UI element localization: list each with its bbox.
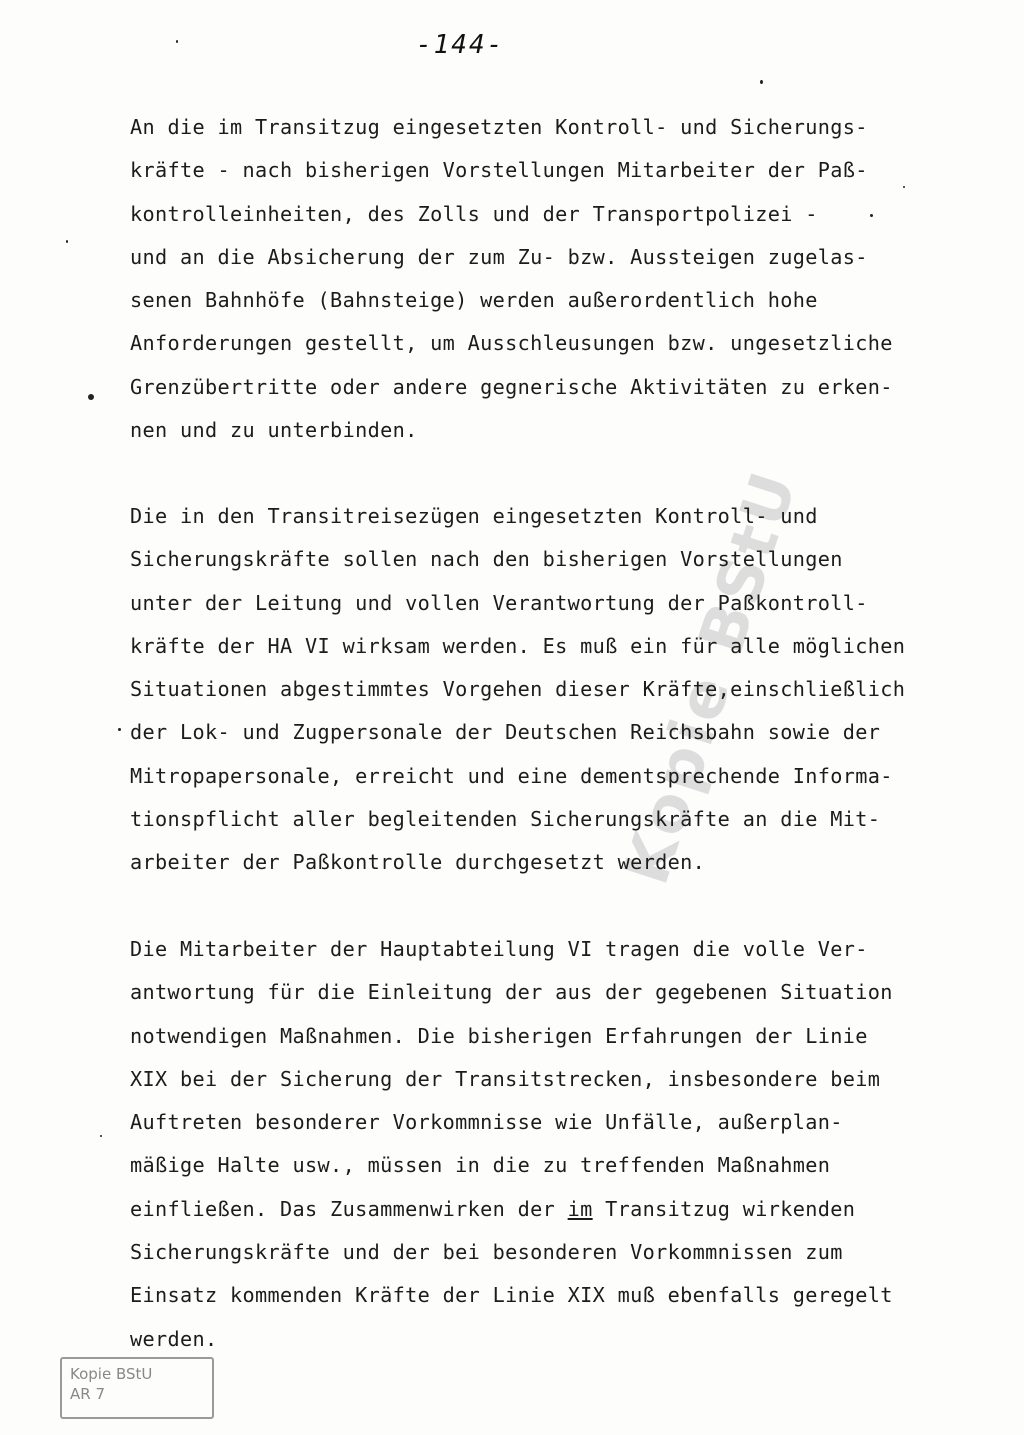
text-line: werden. xyxy=(130,1326,218,1351)
text-line: notwendigen Maßnahmen. Die bisherigen Erfahrungen der Linie xyxy=(130,1023,868,1048)
page-number: -144- xyxy=(416,30,505,60)
text-line: Sicherungskräfte und der bei besonderen Vorkommnissen zum xyxy=(130,1240,843,1265)
text-line: kontrolleinheiten, des Zolls und der Transportpolizei - xyxy=(130,201,818,226)
paragraph-2 xyxy=(130,495,950,885)
text-line: senen Bahnhöfe (Bahnsteige) werden außerordentlich hohe xyxy=(130,288,818,313)
paper-speck xyxy=(870,214,873,217)
watermark-stamp: Kopie BStU xyxy=(609,460,812,893)
text-line: XIX bei der Sicherung der Transitstrecken, insbesondere beim xyxy=(130,1066,881,1091)
text-line: Anforderungen gestellt, um Ausschleusungen bzw. ungesetzliche xyxy=(130,331,893,356)
stamp-line-1: Kopie BStU xyxy=(70,1365,153,1383)
text-line: nen und zu unterbinden. xyxy=(130,418,418,443)
text-line: mäßige Halte usw., müssen in die zu treffenden Maßnahmen xyxy=(130,1153,831,1178)
text-line: tionspflicht aller begleitenden Sicherungskräfte an die Mit- xyxy=(130,807,881,832)
paper-speck xyxy=(118,728,121,731)
text-segment: einfließen. Das Zusammenwirken der xyxy=(130,1196,568,1221)
text-line: unter der Leitung und vollen Verantwortung der Paßkontroll- xyxy=(130,590,868,615)
text-line xyxy=(130,1188,950,1231)
text-line: Einsatz kommenden Kräfte der Linie XIX muß ebenfalls geregelt xyxy=(130,1283,893,1308)
paper-speck xyxy=(176,40,178,43)
text-line: der Lok- und Zugpersonale der Deutschen Reichsbahn sowie der xyxy=(130,720,881,745)
paper-speck xyxy=(100,1135,102,1137)
paper-speck xyxy=(88,394,94,400)
text-line: An die im Transitzug eingesetzten Kontroll- und Sicherungs- xyxy=(130,115,868,139)
paragraph-3 xyxy=(130,928,950,1361)
archive-stamp xyxy=(60,1357,214,1419)
text-line: Sicherungskräfte sollen nach den bisherigen Vorstellungen xyxy=(130,547,843,572)
text-line: antwortung für die Einleitung der aus der gegebenen Situation xyxy=(130,980,893,1005)
text-line: Situationen abgestimmtes Vorgehen dieser Kräfte,einschließlich xyxy=(130,677,906,702)
paper-speck xyxy=(760,80,763,84)
text-line: Auftreten besonderer Vorkommnisse wie Unfälle, außerplan- xyxy=(130,1110,843,1135)
text-line: Die Mitarbeiter der Hauptabteilung VI tragen die volle Ver- xyxy=(130,937,868,961)
paragraph-1 xyxy=(130,106,950,452)
text-line: Die in den Transitreisezügen eingesetzten Kontroll- und xyxy=(130,504,818,528)
paper-speck xyxy=(903,186,905,188)
text-line: Grenzübertritte oder andere gegnerische Aktivitäten zu erken- xyxy=(130,374,893,399)
text-line: Mitropapersonale, erreicht und eine dementsprechende Informa- xyxy=(130,763,893,788)
underlined-word: im xyxy=(567,1196,593,1221)
text-segment: Transitzug wirkenden xyxy=(592,1196,856,1221)
text-line: kräfte - nach bisherigen Vorstellungen Mitarbeiter der Paß- xyxy=(130,158,868,183)
text-line: kräfte der HA VI wirksam werden. Es muß ein für alle möglichen xyxy=(130,633,906,658)
paper-speck xyxy=(66,240,68,243)
stamp-line-2: AR 7 xyxy=(70,1385,105,1403)
text-line: und an die Absicherung der zum Zu- bzw. Aussteigen zugelas- xyxy=(130,244,868,269)
text-line: arbeiter der Paßkontrolle durchgesetzt werden. xyxy=(130,850,706,875)
